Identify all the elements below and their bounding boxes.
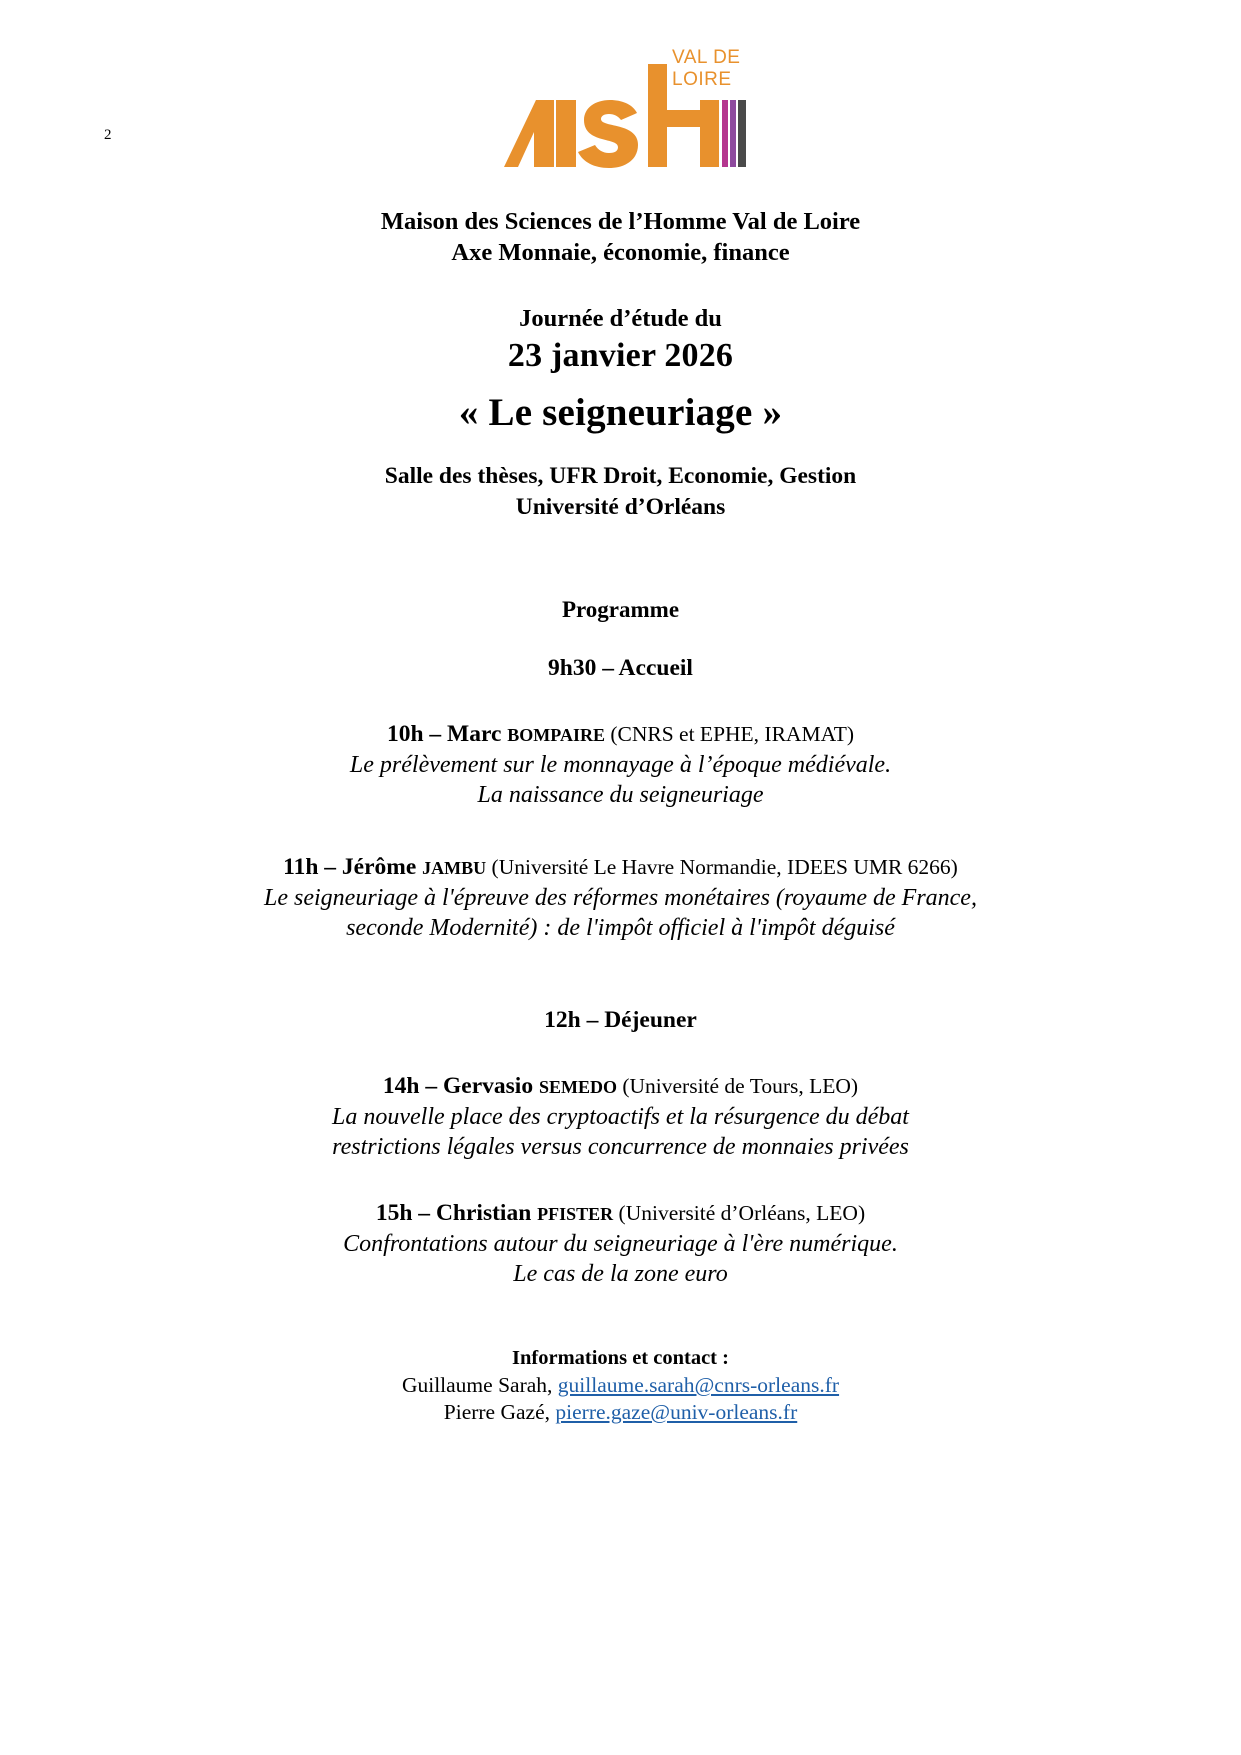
institution-line-2: Axe Monnaie, économie, finance [451,239,790,266]
talk-title-line: Le seigneuriage à l'épreuve des réformes monétaires (royaume de France, [264,885,977,911]
msh-val-de-loire-logo [496,42,746,172]
talk-hour: 15h – [375,1200,436,1226]
talk-speaker-firstname: Marc [447,721,508,747]
talk-speaker-firstname: Christian [435,1200,538,1226]
talk-affiliation: (Université Le Havre Normandie, IDEES UMR 6266) [486,855,958,879]
talk-header [0,717,1241,750]
talk-title-line: Confrontations autour du seigneuriage à l'ère numérique. [343,1231,898,1257]
talk-hour: 11h – [283,854,342,880]
talk-title-line: Le cas de la zone euro [513,1261,728,1287]
talk-speaker-firstname: Jérôme [341,854,423,880]
talk-title-line: restrictions légales versus concurrence de monnaies privées [332,1134,909,1160]
talk-speaker-surname: pfister [537,1197,614,1226]
contact-person-1 [0,1372,1241,1399]
talk-title-line: La naissance du seigneuriage [477,782,764,808]
event-title: « Le seigneuriage » [458,391,783,434]
talk-title-line: La nouvelle place des cryptoactifs et la résurgence du débat [332,1104,909,1130]
svg-text:VAL DE: VAL DE [671,47,740,68]
talk-header [0,850,1241,883]
talk-header [0,1196,1241,1229]
page-number: 2 [104,127,112,143]
contact-name: Guillaume Sarah, [401,1373,558,1397]
venue-line-2: Université d’Orléans [515,494,726,520]
talk-speaker-surname: bompaire [507,718,605,747]
talk-hour: 10h – [386,721,448,747]
talk-title-line: Le prélèvement sur le monnayage à l’époque médiévale. [349,752,892,778]
talk-speaker-surname: semedo [538,1070,617,1099]
programme-welcome: 9h30 – Accueil [548,655,693,681]
talk-title-line: seconde Modernité) : de l'impôt officiel à l'impôt déguisé [346,915,895,941]
contact-heading: Informations et contact : [512,1347,729,1369]
logo-container [0,42,1241,172]
talk-affiliation: (Université d’Orléans, LEO) [613,1201,866,1225]
event-kicker: Journée d’étude du [519,305,722,332]
contact-email-link[interactable]: pierre.gaze@univ-orleans.fr [555,1400,798,1424]
talk-affiliation: (Université de Tours, LEO) [616,1074,859,1098]
contact-person-2 [0,1399,1241,1426]
venue-line-1: Salle des thèses, UFR Droit, Economie, Gestion [384,463,857,489]
talk-header [0,1069,1241,1102]
contact-email-link[interactable]: guillaume.sarah@cnrs-orleans.fr [557,1373,840,1397]
document-body [0,206,1241,1426]
institution-line-1: Maison des Sciences de l’Homme Val de Loire [380,208,861,235]
talk-affiliation: (CNRS et EPHE, IRAMAT) [604,722,855,746]
svg-text:LOIRE: LOIRE [671,69,732,90]
talk-hour: 14h – [382,1073,443,1099]
programme-heading: Programme [561,597,680,622]
programme-lunch: 12h – Déjeuner [544,1007,697,1033]
event-date: 23 janvier 2026 [507,337,734,374]
talk-speaker-surname: jambu [422,851,487,880]
talk-speaker-firstname: Gervasio [443,1073,539,1099]
contact-name: Pierre Gazé, [443,1400,556,1424]
